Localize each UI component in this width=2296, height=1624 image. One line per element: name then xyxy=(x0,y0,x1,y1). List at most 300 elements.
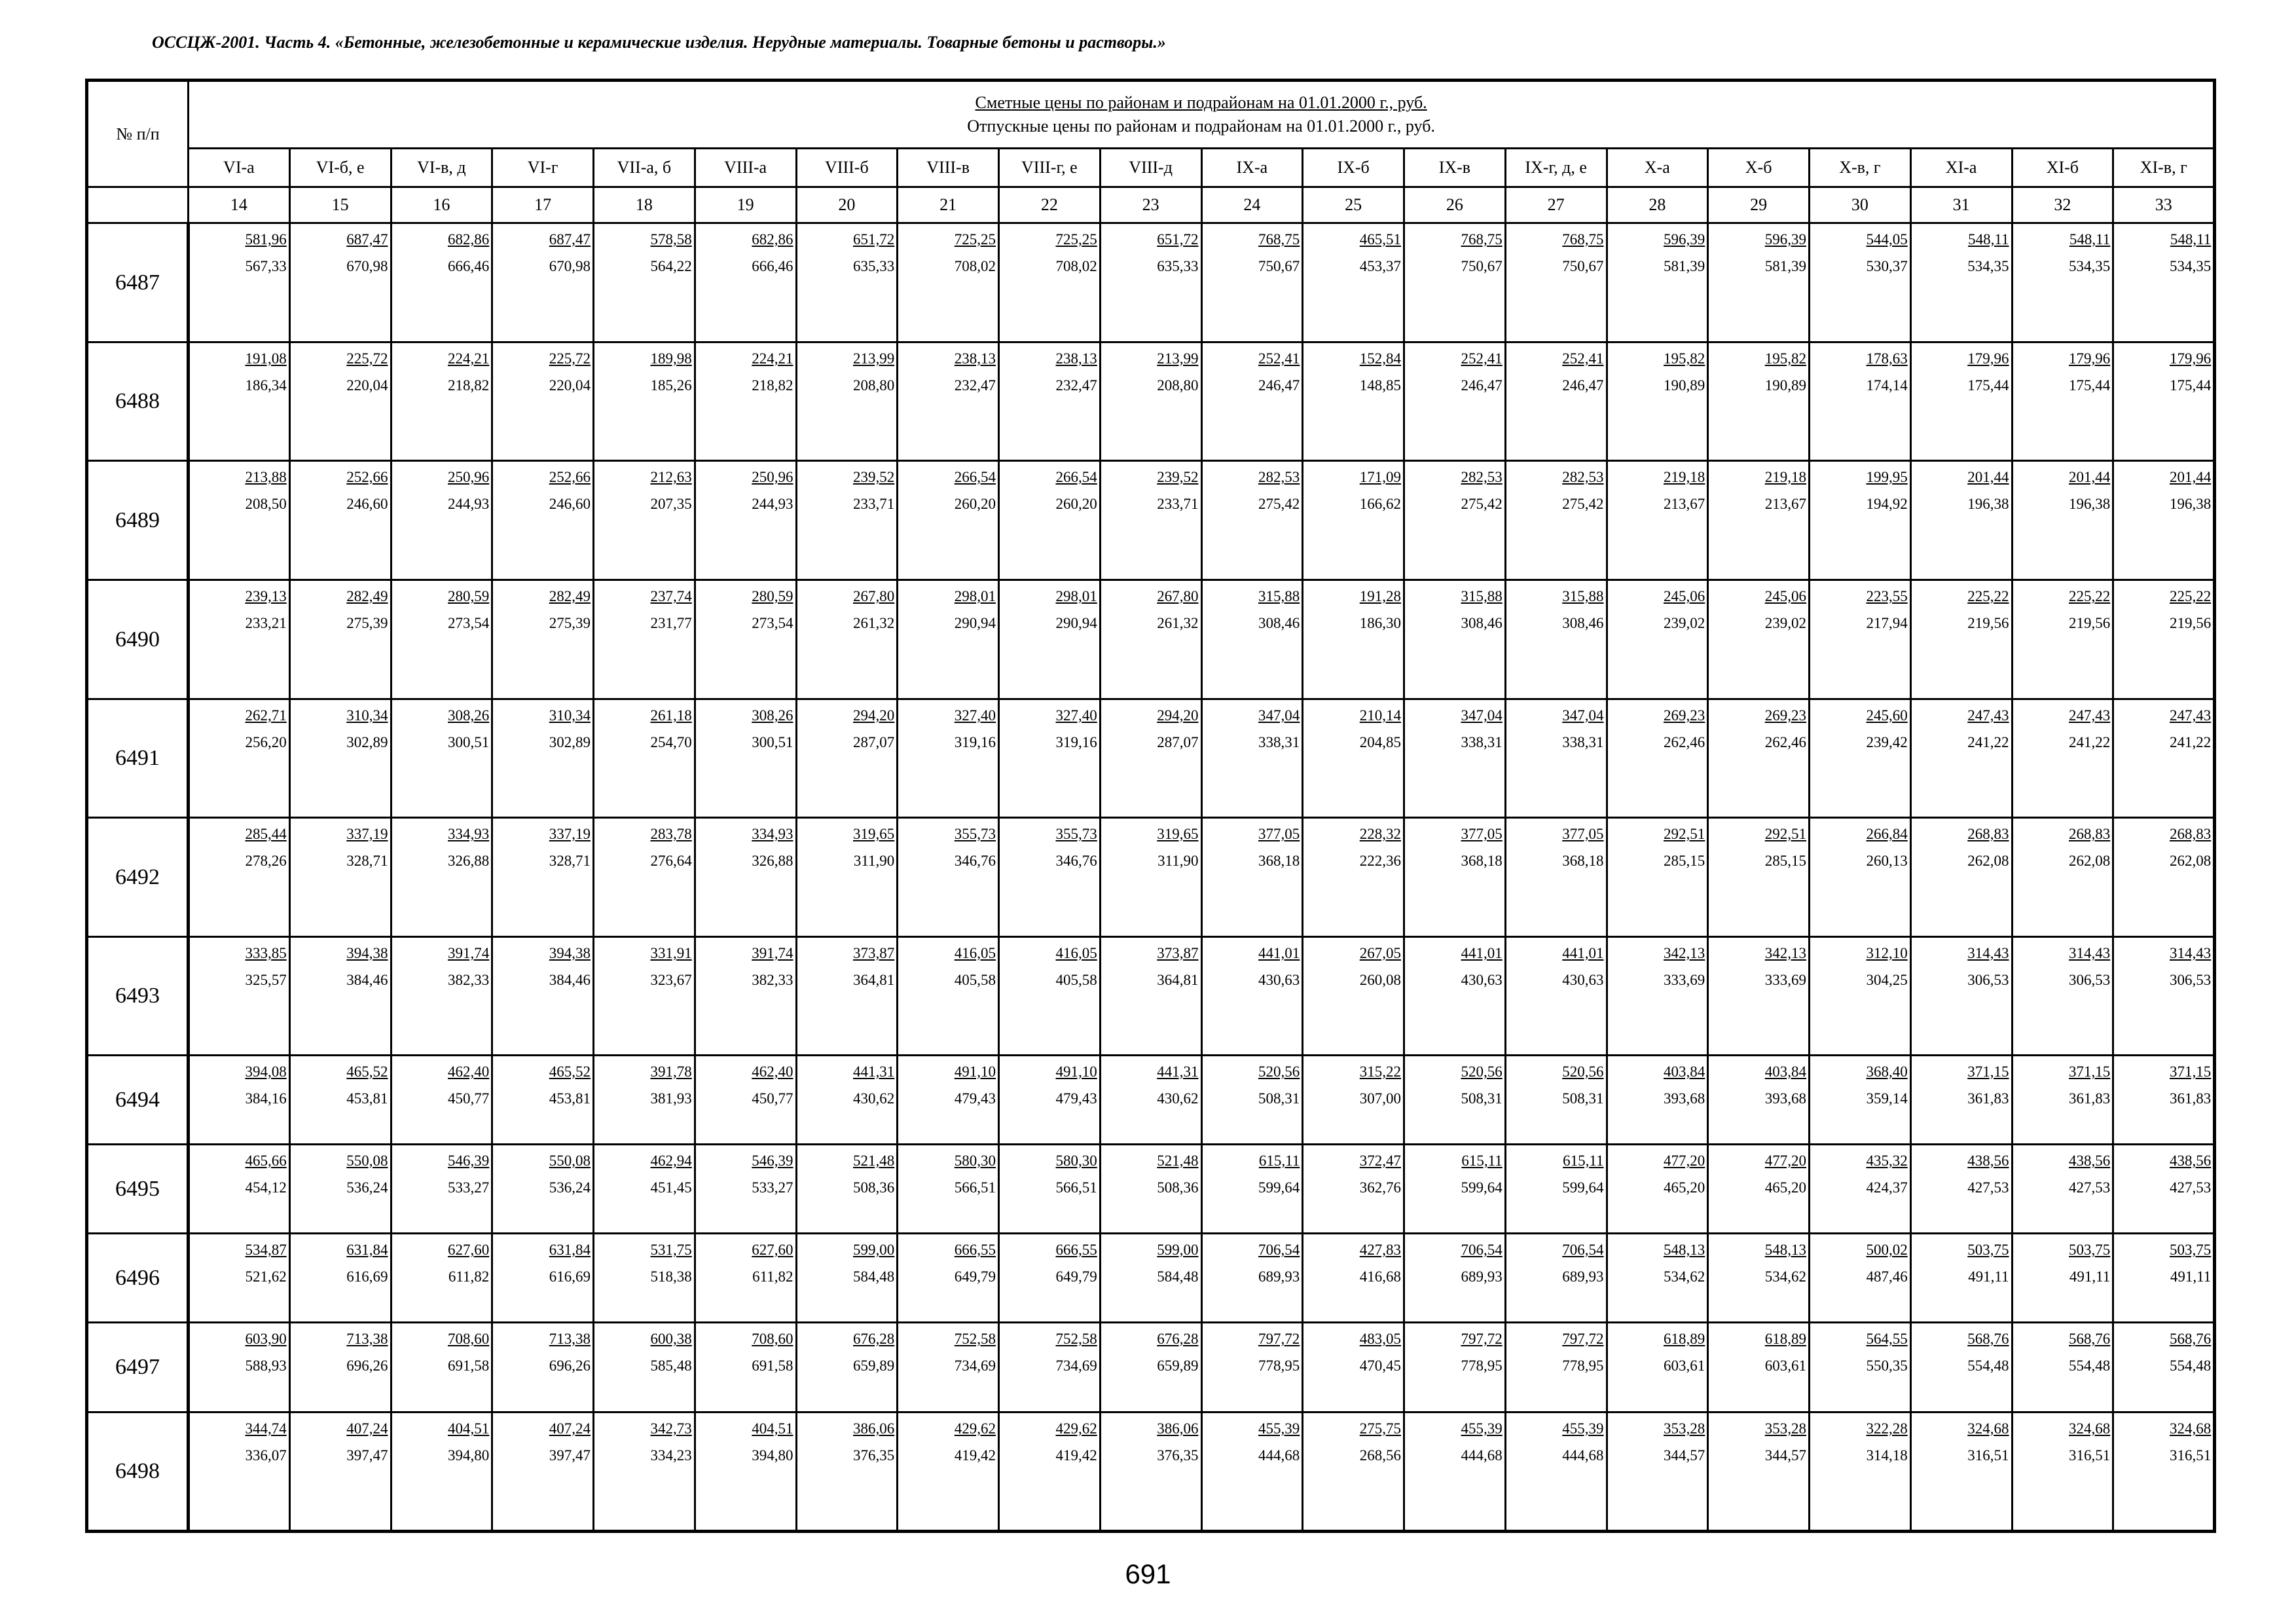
release-price: 416,68 xyxy=(1359,1268,1401,1285)
price-cell xyxy=(289,1412,391,1532)
estimate-price: 245,06 xyxy=(1664,588,1705,604)
release-price: 564,22 xyxy=(650,258,692,274)
estimate-price: 581,96 xyxy=(245,231,287,248)
estimate-price: 292,51 xyxy=(1764,826,1806,842)
estimate-price: 477,20 xyxy=(1764,1153,1806,1169)
price-cell xyxy=(1404,1234,1506,1323)
estimate-price: 631,84 xyxy=(346,1242,388,1258)
estimate-price: 225,72 xyxy=(346,350,388,367)
estimate-price: 500,02 xyxy=(1866,1242,1908,1258)
estimate-price: 465,52 xyxy=(549,1063,591,1080)
release-price: 508,36 xyxy=(1157,1179,1199,1196)
price-cell xyxy=(999,1234,1101,1323)
estimate-price: 435,32 xyxy=(1866,1153,1908,1169)
release-price: 261,32 xyxy=(853,615,895,631)
estimate-price: 342,13 xyxy=(1664,945,1705,961)
column-number: 28 xyxy=(1607,187,1708,223)
estimate-price: 438,56 xyxy=(1967,1153,2009,1169)
price-cell xyxy=(1303,580,1404,699)
release-price: 536,24 xyxy=(549,1179,591,1196)
estimate-price: 725,25 xyxy=(954,231,996,248)
release-price: 273,54 xyxy=(752,615,793,631)
release-price: 302,89 xyxy=(346,734,388,750)
estimate-price: 347,04 xyxy=(1258,707,1300,724)
release-price: 734,69 xyxy=(954,1357,996,1374)
release-price: 430,63 xyxy=(1562,972,1604,988)
release-price: 311,90 xyxy=(853,853,895,869)
release-price: 246,47 xyxy=(1258,377,1300,394)
price-cell xyxy=(1708,223,1810,342)
price-cell xyxy=(1810,461,1911,580)
release-price: 261,32 xyxy=(1157,615,1199,631)
estimate-price: 292,51 xyxy=(1664,826,1705,842)
release-price: 381,93 xyxy=(650,1090,692,1107)
estimate-price: 455,39 xyxy=(1258,1420,1300,1437)
release-price: 328,71 xyxy=(346,853,388,869)
estimate-price: 239,52 xyxy=(853,469,895,485)
price-cell xyxy=(898,699,999,818)
release-price: 530,37 xyxy=(1866,258,1908,274)
estimate-price: 315,88 xyxy=(1258,588,1300,604)
price-cell xyxy=(594,342,695,461)
estimate-price: 429,62 xyxy=(1055,1420,1097,1437)
price-cell xyxy=(898,580,999,699)
release-price: 533,27 xyxy=(752,1179,793,1196)
price-cell xyxy=(2012,1412,2113,1532)
release-price: 190,89 xyxy=(1764,377,1806,394)
release-price: 430,62 xyxy=(853,1090,895,1107)
price-cell xyxy=(2113,580,2215,699)
release-price: 750,67 xyxy=(1461,258,1503,274)
release-price: 260,20 xyxy=(954,496,996,512)
release-price: 241,22 xyxy=(1967,734,2009,750)
price-table xyxy=(85,79,2216,1533)
estimate-price: 252,41 xyxy=(1258,350,1300,367)
column-number: 30 xyxy=(1810,187,1911,223)
price-cell xyxy=(1404,580,1506,699)
release-price: 275,42 xyxy=(1461,496,1503,512)
price-cell xyxy=(1100,1056,1201,1145)
price-cell xyxy=(1607,699,1708,818)
column-number: 19 xyxy=(695,187,796,223)
estimate-price: 298,01 xyxy=(1055,588,1097,604)
release-price: 465,20 xyxy=(1764,1179,1806,1196)
row-number: 6488 xyxy=(87,342,189,461)
price-cell xyxy=(391,1323,492,1412)
estimate-price: 262,71 xyxy=(245,707,287,724)
estimate-price: 503,75 xyxy=(1967,1242,2009,1258)
release-price: 346,76 xyxy=(954,853,996,869)
price-table-title xyxy=(189,81,2215,149)
release-price: 750,67 xyxy=(1562,258,1604,274)
release-price: 384,46 xyxy=(549,972,591,988)
release-price: 346,76 xyxy=(1055,853,1097,869)
estimate-price: 403,84 xyxy=(1764,1063,1806,1080)
estimate-price: 213,99 xyxy=(853,350,895,367)
estimate-price: 651,72 xyxy=(853,231,895,248)
estimate-price: 266,54 xyxy=(1055,469,1097,485)
release-price: 220,04 xyxy=(549,377,591,394)
release-price: 239,02 xyxy=(1664,615,1705,631)
price-cell xyxy=(391,1234,492,1323)
estimate-price: 282,49 xyxy=(549,588,591,604)
price-cell xyxy=(695,1412,796,1532)
price-cell xyxy=(492,461,594,580)
price-cell xyxy=(1404,937,1506,1056)
estimate-price: 603,90 xyxy=(245,1331,287,1347)
price-cell xyxy=(492,1145,594,1234)
price-cell xyxy=(1100,461,1201,580)
estimate-price: 298,01 xyxy=(954,588,996,604)
release-price: 213,67 xyxy=(1664,496,1705,512)
estimate-price: 546,39 xyxy=(448,1153,490,1169)
price-cell xyxy=(1708,1412,1810,1532)
estimate-price: 342,73 xyxy=(650,1420,692,1437)
price-cell xyxy=(796,461,898,580)
estimate-price: 225,72 xyxy=(549,350,591,367)
estimate-price: 199,95 xyxy=(1866,469,1908,485)
release-price: 174,14 xyxy=(1866,377,1908,394)
estimate-price: 314,43 xyxy=(2069,945,2111,961)
price-cell xyxy=(1708,937,1810,1056)
price-cell xyxy=(999,818,1101,937)
release-price: 364,81 xyxy=(1157,972,1199,988)
row-number: 6489 xyxy=(87,461,189,580)
price-cell xyxy=(695,818,796,937)
release-price: 326,88 xyxy=(752,853,793,869)
estimate-price: 283,78 xyxy=(650,826,692,842)
estimate-price: 179,96 xyxy=(2169,350,2212,367)
release-price: 290,94 xyxy=(954,615,996,631)
price-cell xyxy=(2012,1323,2113,1412)
price-cell xyxy=(492,342,594,461)
estimate-price: 250,96 xyxy=(448,469,490,485)
price-cell xyxy=(289,223,391,342)
price-cell xyxy=(1404,1412,1506,1532)
estimate-price: 377,05 xyxy=(1562,826,1604,842)
region-header: VI-г xyxy=(492,149,594,187)
release-price: 424,37 xyxy=(1866,1179,1908,1196)
release-price: 635,33 xyxy=(853,258,895,274)
price-cell xyxy=(391,1412,492,1532)
price-cell xyxy=(594,580,695,699)
price-cell xyxy=(189,818,290,937)
estimate-price: 285,44 xyxy=(245,826,287,842)
release-price: 487,46 xyxy=(1866,1268,1908,1285)
column-number-blank xyxy=(87,187,189,223)
table-row xyxy=(87,1145,2215,1234)
estimate-price: 491,10 xyxy=(1055,1063,1097,1080)
price-cell xyxy=(1607,1323,1708,1412)
table-row xyxy=(87,461,2215,580)
release-price: 567,33 xyxy=(245,258,287,274)
release-price: 696,26 xyxy=(549,1357,591,1374)
price-cell xyxy=(1910,1412,2012,1532)
price-cell xyxy=(1708,1056,1810,1145)
price-cell xyxy=(1607,1056,1708,1145)
price-cell xyxy=(1201,342,1303,461)
table-row xyxy=(87,580,2215,699)
estimate-price: 618,89 xyxy=(1764,1331,1806,1347)
estimate-price: 615,11 xyxy=(1461,1153,1503,1169)
estimate-price: 768,75 xyxy=(1258,231,1300,248)
release-price: 454,12 xyxy=(245,1179,287,1196)
release-price: 670,98 xyxy=(346,258,388,274)
price-cell xyxy=(289,1145,391,1234)
estimate-price: 462,94 xyxy=(650,1153,692,1169)
estimate-price: 213,88 xyxy=(245,469,287,485)
price-cell xyxy=(796,342,898,461)
region-header: VI-в, д xyxy=(391,149,492,187)
price-cell xyxy=(289,937,391,1056)
price-cell xyxy=(1505,461,1607,580)
price-cell xyxy=(1303,223,1404,342)
estimate-price: 548,11 xyxy=(2170,231,2212,248)
release-price: 308,46 xyxy=(1562,615,1604,631)
estimate-price: 427,83 xyxy=(1359,1242,1401,1258)
release-price: 635,33 xyxy=(1157,258,1199,274)
release-price: 328,71 xyxy=(549,853,591,869)
price-cell xyxy=(594,818,695,937)
price-cell xyxy=(796,1056,898,1145)
release-price: 233,21 xyxy=(245,615,287,631)
column-number: 25 xyxy=(1303,187,1404,223)
column-number: 32 xyxy=(2012,187,2113,223)
price-cell xyxy=(999,1412,1101,1532)
estimate-price: 706,54 xyxy=(1562,1242,1604,1258)
release-price: 300,51 xyxy=(448,734,490,750)
release-price: 427,53 xyxy=(1967,1179,2009,1196)
release-price: 616,69 xyxy=(549,1268,591,1285)
estimate-price: 201,44 xyxy=(2169,469,2212,485)
release-price: 208,50 xyxy=(245,496,287,512)
price-cell xyxy=(391,580,492,699)
estimate-price: 627,60 xyxy=(752,1242,793,1258)
price-cell xyxy=(695,937,796,1056)
estimate-price: 441,01 xyxy=(1258,945,1300,961)
release-price: 244,93 xyxy=(448,496,490,512)
estimate-price: 599,00 xyxy=(853,1242,895,1258)
region-header: VI-а xyxy=(189,149,290,187)
release-price: 338,31 xyxy=(1562,734,1604,750)
release-price: 186,34 xyxy=(245,377,287,394)
price-cell xyxy=(1708,580,1810,699)
release-price: 316,51 xyxy=(2169,1447,2212,1464)
estimate-price: 615,11 xyxy=(1563,1153,1604,1169)
estimate-price: 596,39 xyxy=(1764,231,1806,248)
release-price: 287,07 xyxy=(1157,734,1199,750)
release-price: 534,35 xyxy=(1967,258,2009,274)
table-row xyxy=(87,1412,2215,1532)
release-price: 275,39 xyxy=(549,615,591,631)
estimate-price: 261,18 xyxy=(650,707,692,724)
release-price: 427,53 xyxy=(2169,1179,2212,1196)
estimate-price: 394,38 xyxy=(346,945,388,961)
estimate-price: 441,31 xyxy=(853,1063,895,1080)
price-cell xyxy=(1100,1412,1201,1532)
release-price: 260,13 xyxy=(1866,853,1908,869)
release-price: 554,48 xyxy=(1967,1357,2009,1374)
estimate-price: 324,68 xyxy=(2169,1420,2212,1437)
price-cell xyxy=(492,1234,594,1323)
estimate-price: 394,08 xyxy=(245,1063,287,1080)
estimate-price: 252,66 xyxy=(549,469,591,485)
row-number-header: № п/п xyxy=(87,81,189,187)
estimate-price: 708,60 xyxy=(752,1331,793,1347)
release-price: 246,47 xyxy=(1461,377,1503,394)
release-price: 616,69 xyxy=(346,1268,388,1285)
price-cell xyxy=(1505,1234,1607,1323)
release-price: 376,35 xyxy=(1157,1447,1199,1464)
release-price: 208,80 xyxy=(853,377,895,394)
price-cell xyxy=(2113,1056,2215,1145)
estimate-price: 191,28 xyxy=(1359,588,1401,604)
release-price: 453,37 xyxy=(1359,258,1401,274)
release-price: 262,08 xyxy=(1967,853,2009,869)
estimate-price: 282,49 xyxy=(346,588,388,604)
price-cell xyxy=(189,223,290,342)
estimate-price: 429,62 xyxy=(954,1420,996,1437)
price-cell xyxy=(2113,699,2215,818)
release-price: 273,54 xyxy=(448,615,490,631)
price-cell xyxy=(289,699,391,818)
price-cell xyxy=(1303,1234,1404,1323)
release-price: 361,83 xyxy=(2069,1090,2111,1107)
release-price: 316,51 xyxy=(1967,1447,2009,1464)
estimate-price: 377,05 xyxy=(1461,826,1503,842)
price-cell xyxy=(1505,937,1607,1056)
estimate-price: 238,13 xyxy=(954,350,996,367)
column-number: 20 xyxy=(796,187,898,223)
estimate-price: 797,72 xyxy=(1562,1331,1604,1347)
estimate-price: 520,56 xyxy=(1258,1063,1300,1080)
estimate-price: 768,75 xyxy=(1461,231,1503,248)
price-cell xyxy=(1201,1234,1303,1323)
price-cell xyxy=(695,699,796,818)
price-cell xyxy=(1607,1234,1708,1323)
estimate-price: 337,19 xyxy=(549,826,591,842)
table-row xyxy=(87,937,2215,1056)
price-cell xyxy=(1607,223,1708,342)
price-cell xyxy=(1100,580,1201,699)
estimate-price: 247,43 xyxy=(2069,707,2111,724)
price-cell xyxy=(999,461,1101,580)
price-cell xyxy=(1404,461,1506,580)
price-cell xyxy=(1607,461,1708,580)
estimate-price: 372,47 xyxy=(1359,1153,1401,1169)
estimate-price: 314,43 xyxy=(2169,945,2212,961)
price-cell xyxy=(695,1234,796,1323)
price-cell xyxy=(289,342,391,461)
release-price: 508,31 xyxy=(1461,1090,1503,1107)
price-cell xyxy=(695,580,796,699)
price-cell xyxy=(2113,1412,2215,1532)
release-price: 394,80 xyxy=(448,1447,490,1464)
estimate-price: 651,72 xyxy=(1157,231,1199,248)
estimate-price: 308,26 xyxy=(448,707,490,724)
price-cell xyxy=(898,1412,999,1532)
estimate-price: 631,84 xyxy=(549,1242,591,1258)
row-number: 6492 xyxy=(87,818,189,937)
price-cell xyxy=(796,1323,898,1412)
estimate-price: 247,43 xyxy=(2169,707,2212,724)
price-cell xyxy=(1201,937,1303,1056)
estimate-price: 333,85 xyxy=(245,945,287,961)
estimate-price: 441,01 xyxy=(1461,945,1503,961)
release-price: 368,18 xyxy=(1562,853,1604,869)
release-price: 659,89 xyxy=(1157,1357,1199,1374)
estimate-price: 394,38 xyxy=(549,945,591,961)
estimate-price: 267,05 xyxy=(1359,945,1401,961)
price-cell xyxy=(1810,1323,1911,1412)
estimate-price: 334,93 xyxy=(752,826,793,842)
release-price: 306,53 xyxy=(2069,972,2111,988)
price-cell xyxy=(1201,1056,1303,1145)
estimate-price: 324,68 xyxy=(2069,1420,2111,1437)
row-number: 6495 xyxy=(87,1145,189,1234)
release-price: 334,23 xyxy=(650,1447,692,1464)
estimate-price: 342,13 xyxy=(1764,945,1806,961)
estimate-price: 708,60 xyxy=(448,1331,490,1347)
price-cell xyxy=(796,818,898,937)
release-price: 534,62 xyxy=(1664,1268,1705,1285)
release-price: 268,56 xyxy=(1359,1447,1401,1464)
release-price: 276,64 xyxy=(650,853,692,869)
release-price: 419,42 xyxy=(954,1447,996,1464)
estimate-price: 371,15 xyxy=(1967,1063,2009,1080)
column-number: 23 xyxy=(1100,187,1201,223)
estimate-price: 178,63 xyxy=(1866,350,1908,367)
price-cell xyxy=(1505,699,1607,818)
release-price: 521,62 xyxy=(245,1268,287,1285)
price-cell xyxy=(1708,461,1810,580)
price-cell xyxy=(2113,342,2215,461)
estimate-price: 179,96 xyxy=(2069,350,2111,367)
estimate-price: 353,28 xyxy=(1664,1420,1705,1437)
release-price: 278,26 xyxy=(245,853,287,869)
release-price: 175,44 xyxy=(2069,377,2111,394)
price-cell xyxy=(391,223,492,342)
price-cell xyxy=(2012,1056,2113,1145)
release-price: 430,63 xyxy=(1258,972,1300,988)
region-header: VIII-а xyxy=(695,149,796,187)
estimate-price: 797,72 xyxy=(1461,1331,1503,1347)
release-price: 323,67 xyxy=(650,972,692,988)
estimate-price: 404,51 xyxy=(448,1420,490,1437)
release-price: 444,68 xyxy=(1461,1447,1503,1464)
estimate-price: 179,96 xyxy=(1967,350,2009,367)
release-price: 190,89 xyxy=(1664,377,1705,394)
price-cell xyxy=(1303,342,1404,461)
release-price: 326,88 xyxy=(448,853,490,869)
price-cell xyxy=(1910,223,2012,342)
estimate-price: 189,98 xyxy=(650,350,692,367)
release-price: 218,82 xyxy=(448,377,490,394)
release-price: 208,80 xyxy=(1157,377,1199,394)
estimate-price: 252,41 xyxy=(1562,350,1604,367)
release-price: 256,20 xyxy=(245,734,287,750)
estimate-price: 465,66 xyxy=(245,1153,287,1169)
estimate-price: 268,83 xyxy=(2169,826,2212,842)
region-header: X-б xyxy=(1708,149,1810,187)
price-cell xyxy=(1100,1234,1201,1323)
price-cell xyxy=(898,937,999,1056)
release-price: 148,85 xyxy=(1359,377,1401,394)
column-number: 26 xyxy=(1404,187,1506,223)
price-cell xyxy=(898,1234,999,1323)
estimate-price: 210,14 xyxy=(1359,707,1401,724)
price-cell xyxy=(1505,580,1607,699)
